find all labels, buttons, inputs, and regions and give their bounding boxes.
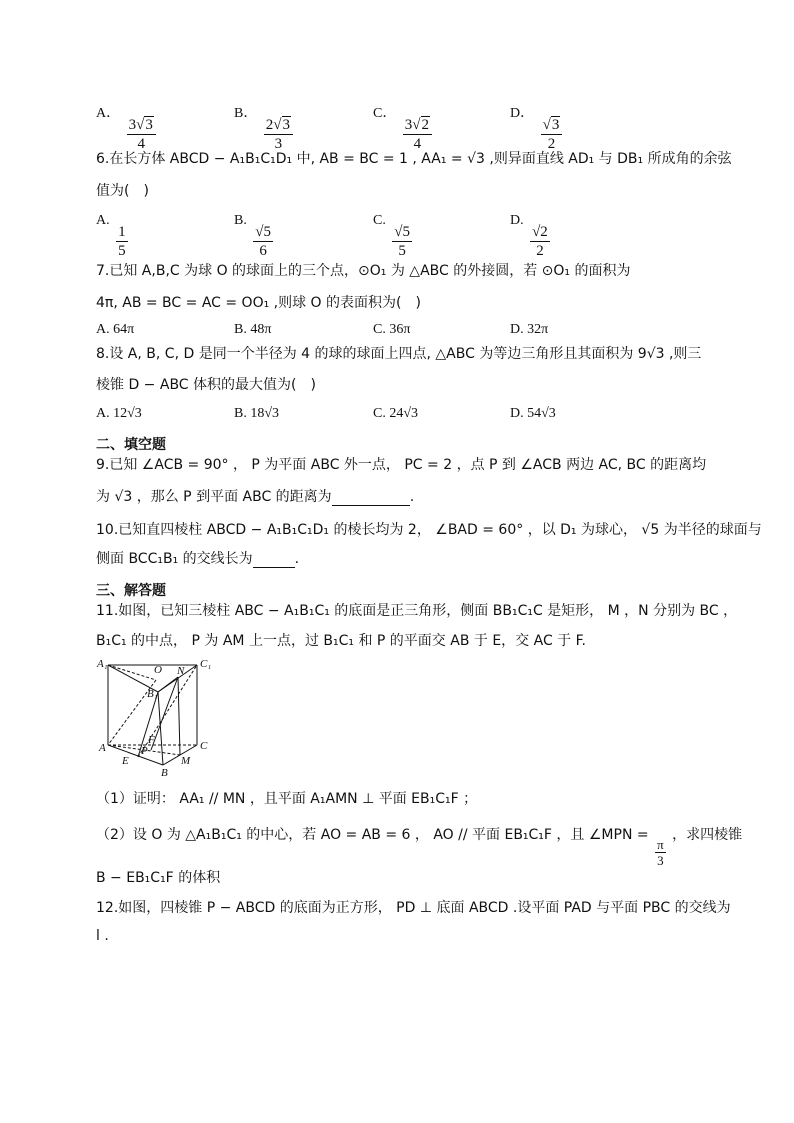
section-fill-in-heading: 二、填空题 bbox=[96, 437, 166, 453]
q7-stem-line2: 4π, AB = BC = AC = OO₁ ,则球 O 的表面积为( ) bbox=[96, 295, 421, 311]
label-b1: B₁ bbox=[147, 688, 158, 700]
edge-a-b bbox=[108, 745, 163, 765]
label-f: F bbox=[148, 734, 155, 746]
q5-option-c-frac: $\frac{3√2}{4}$ bbox=[403, 117, 432, 153]
q6-option-d: D. $\frac{√2}{2}$ bbox=[510, 213, 548, 259]
q6-option-b: B. $\frac{√5}{6}$ bbox=[234, 213, 272, 259]
label-e: E bbox=[122, 755, 129, 767]
q9-stem-line2: 为 √3 ，那么 P 到平面 ABC 的距离为 . bbox=[96, 489, 415, 505]
q7-option-a: A. 64π bbox=[96, 322, 135, 337]
q7-option-d: D. 32π bbox=[510, 322, 549, 337]
q5-option-b bbox=[234, 102, 295, 153]
q8-option-a: A. 12√3 bbox=[96, 406, 142, 421]
q10-stem-line1: 10.已知直四棱柱 ABCD − A₁B₁C₁D₁ 的棱长均为 2， ∠BAD = 60° ，以 D₁ 为球心， √5 为半径的球面与 bbox=[96, 522, 762, 538]
q11-stem-line1: 11.如图，已知三棱柱 ABC − A₁B₁C₁ 的底面是正三角形，侧面 BB₁C₁C 是矩形， M ，N 分别为 BC ， bbox=[96, 603, 738, 619]
q8-option-b: B. 18√3 bbox=[234, 406, 280, 421]
section-solution-heading: 三、解答题 bbox=[96, 583, 166, 599]
q9-stem-line1: 9.已知 ∠ACB = 90° ， P 为平面 ABC 外一点， PC = 2 ，点 P 到 ∠ACB 两边 AC, BC 的距离均 bbox=[96, 457, 707, 473]
prism-figure bbox=[96, 655, 216, 780]
q8-option-c: C. 24√3 bbox=[373, 406, 419, 421]
q11-part2-line2: B − EB₁C₁F 的体积 bbox=[96, 870, 221, 886]
q8-stem-line2: 棱锥 D − ABC 体积的最大值为( ) bbox=[96, 377, 316, 393]
q6-stem-line2: 值为( ) bbox=[96, 183, 149, 199]
q11-stem-line2: B₁C₁ 的中点， P 为 AM 上一点，过 B₁C₁ 和 P 的平面交 AB 于 E，交 AC 于 F. bbox=[96, 633, 586, 649]
q10-answer-blank[interactable] bbox=[253, 567, 295, 568]
line-n-m bbox=[178, 677, 180, 755]
q12-stem-line1: 12.如图，四棱锥 P − ABCD 的底面为正方形， PD ⊥ 底面 ABCD .设平面 PAD 与平面 PBC 的交线为 bbox=[96, 900, 731, 916]
q7-option-b: B. 48π bbox=[234, 322, 272, 337]
q6-option-c: C. $\frac{√5}{5}$ bbox=[373, 213, 411, 259]
label-o: O bbox=[154, 664, 162, 676]
label-a1: A₁ bbox=[97, 658, 108, 670]
q11-part1: （1）证明： AA₁ // MN ，且平面 A₁AMN ⊥ 平面 EB₁C₁F ； bbox=[96, 791, 478, 807]
q8-stem-line1: 8.设 A, B, C, D 是同一个半径为 4 的球的球面上四点, △ABC 为等边三角形且其面积为 9√3 ,则三 bbox=[96, 346, 702, 362]
q5-option-b-label: B． bbox=[234, 106, 258, 121]
q5-option-d-label: D． bbox=[510, 106, 535, 121]
label-p: P bbox=[141, 745, 148, 757]
q5-option-d-frac: $\frac{√3}{2}$ bbox=[541, 117, 563, 153]
q6-option-a: A. $\frac{1}{5}$ bbox=[96, 213, 126, 259]
q11-part2-line1: （2）设 O 为 △A₁B₁C₁ 的中心，若 AO = AB = 6 ， AO // 平面 EB₁C₁F ，且 ∠MPN = $\frac{\pi}{3}$ ，求四棱锥 bbox=[96, 827, 743, 868]
q6-stem-line1: 6.在长方体 ABCD − A₁B₁C₁D₁ 中, AB = BC = 1 , AA₁ = √3 ,则异面直线 AD₁ 与 DB₁ 所成角的余弦 bbox=[96, 151, 732, 167]
q5-option-d bbox=[510, 102, 564, 153]
label-a: A bbox=[99, 742, 106, 754]
q10-stem-line2: 侧面 BCC₁B₁ 的交线长为 . bbox=[96, 551, 300, 567]
q5-option-c-label: C． bbox=[373, 106, 397, 121]
q9-answer-blank[interactable] bbox=[332, 505, 410, 506]
q5-option-a-frac: $\frac{3√3}{4}$ bbox=[127, 117, 156, 153]
label-n: N bbox=[177, 665, 185, 677]
q7-stem-line1: 7.已知 A,B,C 为球 O 的球面上的三个点，⊙O₁ 为 △ABC 的外接圆，若 ⊙O₁ 的面积为 bbox=[96, 263, 631, 279]
label-b: B bbox=[161, 767, 168, 779]
q11-angle-frac: $\frac{\pi}{3}$ bbox=[657, 837, 664, 868]
label-m: M bbox=[181, 755, 191, 767]
label-c1: C₁ bbox=[200, 658, 212, 670]
q5-option-a bbox=[96, 102, 158, 153]
label-c: C bbox=[200, 740, 208, 752]
q5-option-b-frac: $\frac{2√3}{3}$ bbox=[264, 117, 293, 153]
q8-option-d: D. 54√3 bbox=[510, 406, 556, 421]
q7-option-c: C. 36π bbox=[373, 322, 411, 337]
q5-option-a-label: A． bbox=[96, 106, 121, 121]
q12-stem-line2: l . bbox=[96, 928, 109, 944]
q5-option-c bbox=[373, 102, 434, 153]
